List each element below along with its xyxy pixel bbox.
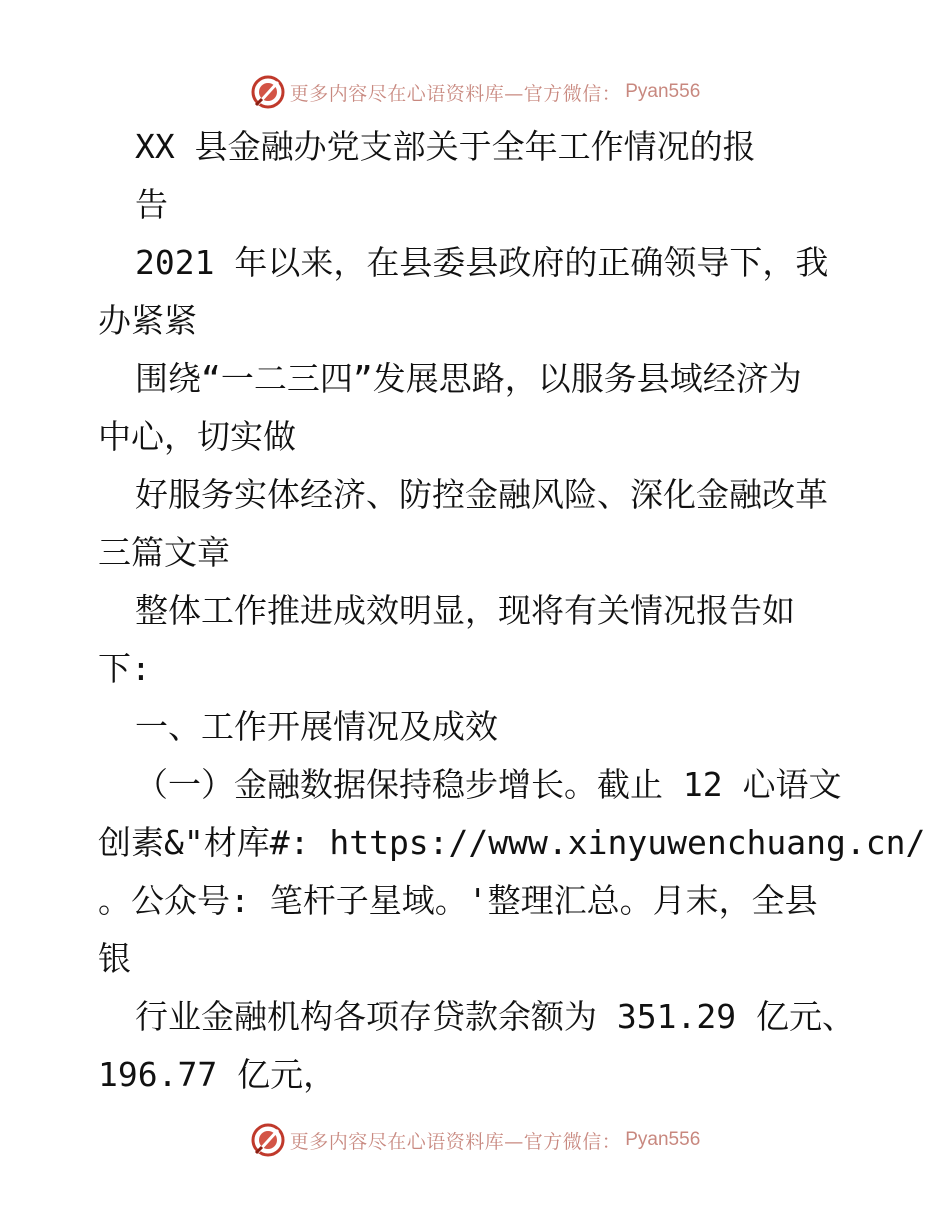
text-line: 告 xyxy=(135,185,168,224)
watermark-wechat-id: Pyan556 xyxy=(625,1129,701,1150)
text-line: 银 xyxy=(98,939,131,978)
text-line: 整体工作推进成效明显，现将有关情况报告如 xyxy=(135,591,795,630)
watermark-wechat-id: Pyan556 xyxy=(625,81,701,102)
watermark-text: 更多内容尽在心语资料库—官方微信： xyxy=(289,1130,622,1153)
text-line: 2021 年以来，在县委县政府的正确领导下，我 xyxy=(135,243,829,282)
text-line: 。公众号: 笔杆子星域。'整理汇总。月末，全县 xyxy=(98,881,818,920)
pen-circle-logo-icon xyxy=(250,74,286,110)
text-line: 围绕“一二三四”发展思路，以服务县域经济为 xyxy=(135,359,802,398)
document-body xyxy=(98,118,926,1104)
text-line: 三篇文章 xyxy=(98,533,230,572)
section-heading: 一、工作开展情况及成效 xyxy=(135,707,498,746)
document-title: XX 县金融办党支部关于全年工作情况的报 xyxy=(135,127,756,166)
watermark-text: 更多内容尽在心语资料库—官方微信： xyxy=(289,82,622,105)
pen-circle-logo-icon xyxy=(250,1122,286,1158)
watermark-banner-top xyxy=(0,70,950,114)
text-line: 196.77 亿元， xyxy=(98,1055,337,1094)
text-line: 好服务实体经济、防控金融风险、深化金融改革 xyxy=(135,475,828,514)
text-line: 中心，切实做 xyxy=(98,417,296,456)
text-line: 创素&"材库#: https://www.xinyuwenchuang.cn/ xyxy=(98,823,926,862)
text-line: 下: xyxy=(98,649,151,688)
watermark-banner-bottom xyxy=(0,1118,950,1162)
text-line: 行业金融机构各项存贷款余额为 351.29 亿元、 xyxy=(135,997,855,1036)
text-line: 办紧紧 xyxy=(98,301,197,340)
text-line: （一）金融数据保持稳步增长。截止 12 心语文 xyxy=(135,765,842,804)
